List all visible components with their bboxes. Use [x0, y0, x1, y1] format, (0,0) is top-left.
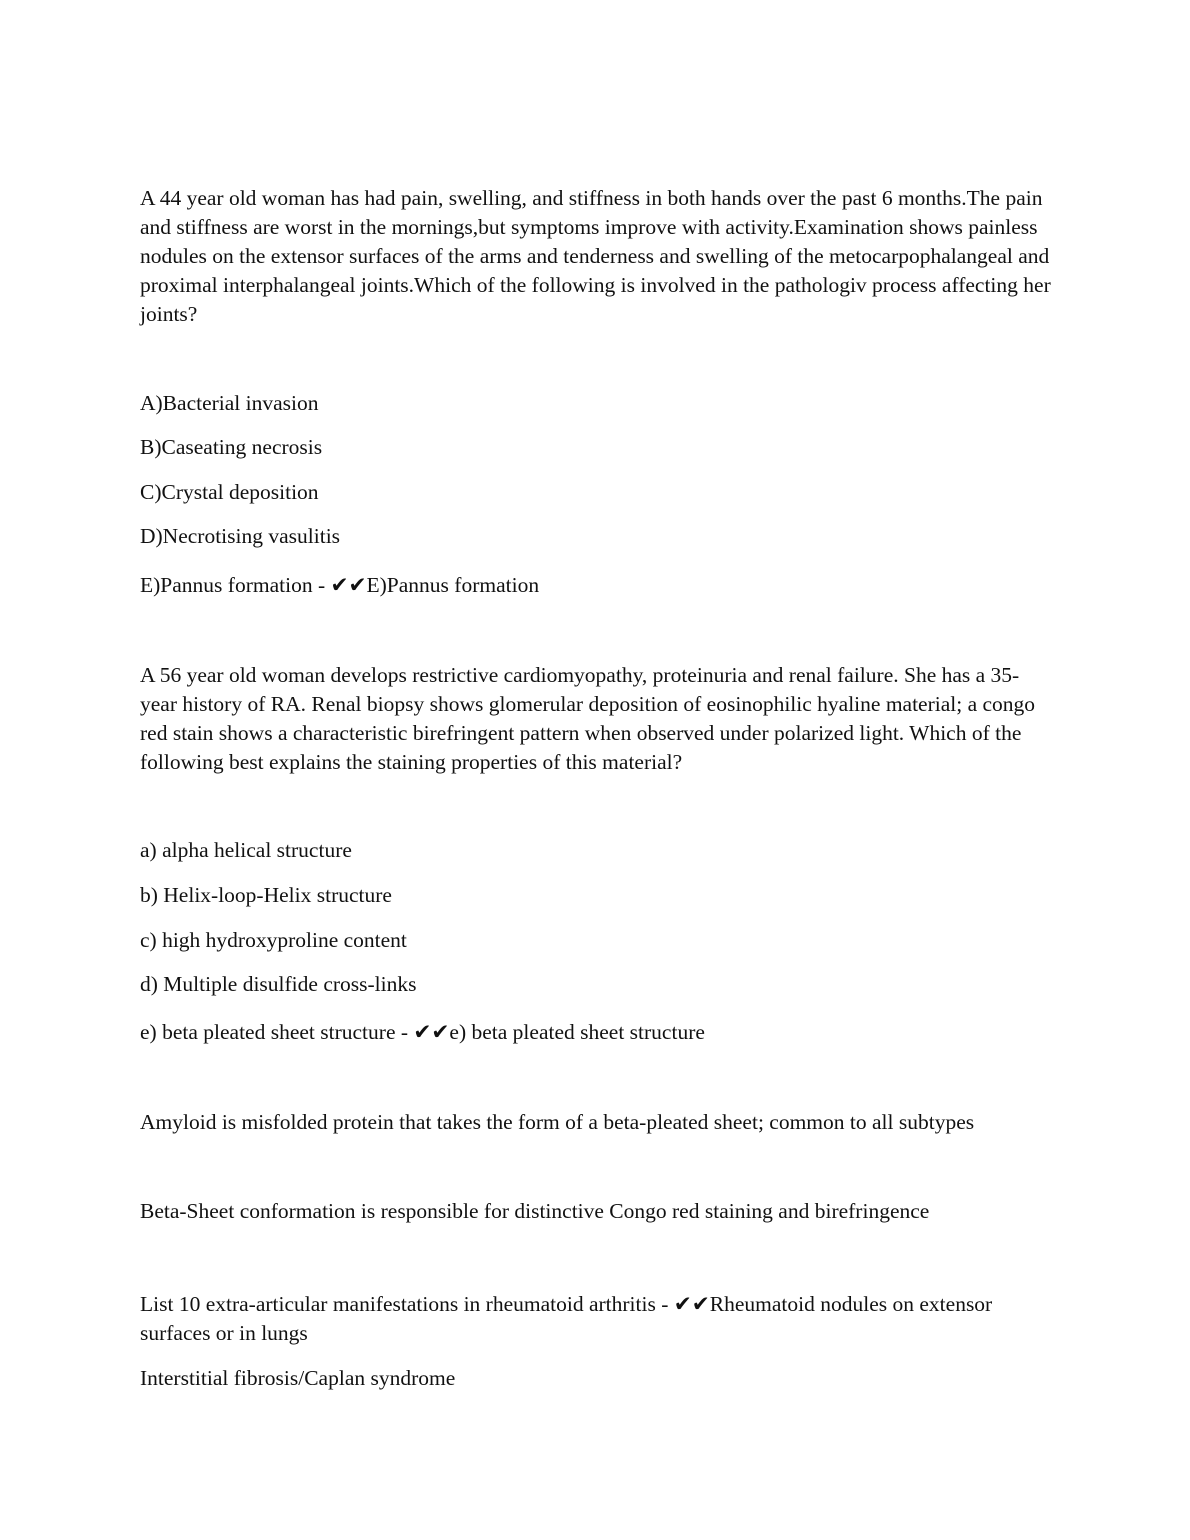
q2-option-e-answer: e) beta pleated sheet structure - ✔✔e) beta pleated sheet structure — [140, 1020, 705, 1044]
q2-option-a: a) alpha helical structure — [140, 838, 352, 862]
q1-option-a: A)Bacterial invasion — [140, 391, 319, 415]
q1-option-d: D)Necrotising vasulitis — [140, 524, 341, 548]
q2-note-2: Beta-Sheet conformation is responsible for distinctive Congo red staining and birefringence — [140, 1199, 930, 1223]
q1-option-e-answer: E)Pannus formation - ✔✔E)Pannus formation — [140, 573, 540, 597]
q3-item-1: Interstitial fibrosis/Caplan syndrome — [140, 1366, 456, 1390]
q1-option-c: C)Crystal deposition — [140, 480, 319, 504]
q1-option-b: B)Caseating necrosis — [140, 435, 323, 459]
q2-option-d: d) Multiple disulfide cross-links — [140, 972, 417, 996]
question-1-stem: A 44 year old woman has had pain, swelling, and stiffness in both hands over the past 6 months.The pain and stiffness are worst in the mornings,but symptoms improve with activity.Examination shows painless nodules on the extensor surfaces of the arms and tenderness and swelling of the metocarpophalangeal and proximal interphalangeal joints.Which of the following is involved in the pathologiv process affecting her joints? — [140, 186, 1051, 326]
q2-option-c: c) high hydroxyproline content — [140, 928, 407, 952]
q2-note-1: Amyloid is misfolded protein that takes the form of a beta-pleated sheet; common to all subtypes — [140, 1110, 975, 1134]
q2-option-b: b) Helix-loop-Helix structure — [140, 883, 392, 907]
question-2-stem: A 56 year old woman develops restrictive cardiomyopathy, proteinuria and renal failure. She has a 35-year history of RA. Renal biopsy shows glomerular deposition of eosinophilic hyaline material; a congo red stain shows a characteristic birefringent pattern when observed under polarized light. Which of the following best explains the staining properties of this material? — [140, 663, 1036, 774]
question-3-stem: List 10 extra-articular manifestations in rheumatoid arthritis - ✔✔Rheumatoid nodules on extensor surfaces or in lungs — [140, 1292, 993, 1345]
